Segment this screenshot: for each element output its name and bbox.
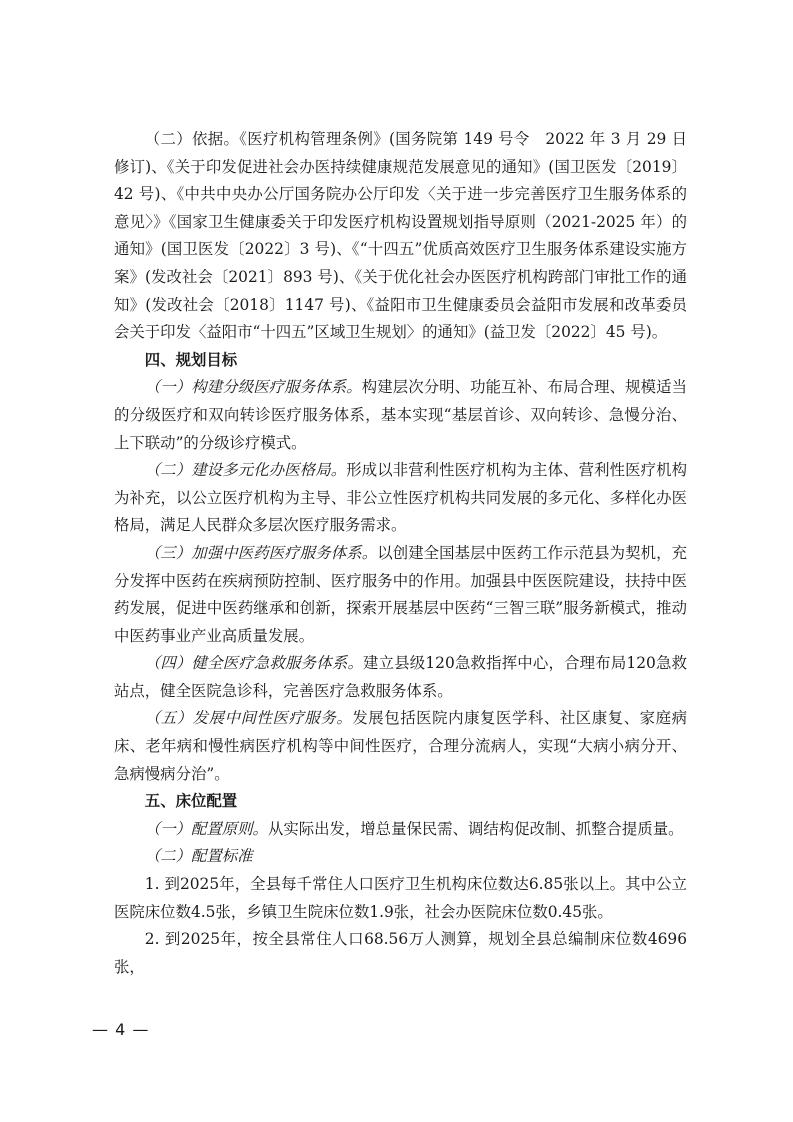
paragraph-lead: （二）配置标准 xyxy=(144,847,253,866)
paragraph-lead: （四）健全医疗急救服务体系。 xyxy=(144,654,364,673)
paragraph-basis xyxy=(114,126,687,347)
paragraph-goal-1 xyxy=(114,374,687,457)
section-heading-beds xyxy=(114,788,687,816)
paragraph-text: 发展包括医院内康复医学科、社区康复、家庭病床、老年病和慢性病医疗机构等中间性医疗，合理分流病人，实现“大病小病分开、急病慢病分治”。 xyxy=(114,709,687,783)
paragraph-standard-1 xyxy=(114,871,687,926)
paragraph-bed-standard xyxy=(114,843,687,871)
paragraph-bed-principle xyxy=(114,816,687,844)
paragraph-text: 从实际出发，增总量保民需、调结构促改制、抓整合提质量。 xyxy=(267,819,684,838)
paragraph-goal-3 xyxy=(114,540,687,650)
page-number: — 4 — xyxy=(92,1020,150,1039)
paragraph-text: 1. 到2025年，全县每千常住人口医疗卫生机构床位数达6.85张以上。其中公立医院床位数4.5张，乡镇卫生院床位数1.9张，社会办医院床位数0.45张。 xyxy=(114,875,687,921)
section-heading-goals xyxy=(114,347,687,375)
paragraph-standard-2 xyxy=(114,926,687,981)
paragraph-text: 构建层次分明、功能互补、布局合理、规模适当的分级医疗和双向转诊医疗服务体系，基本实现“基层首诊、双向转诊、急慢分治、上下联动”的分级诊疗模式。 xyxy=(114,378,687,452)
paragraph-text: 2. 到2025年，按全县常住人口68.56万人测算，规划全县总编制床位数4696张， xyxy=(114,930,687,976)
paragraph-text: 形成以非营利性医疗机构为主体、营利性医疗机构为补充，以公立医疗机构为主导、非公立性医疗机构共同发展的多元化、多样化办医格局，满足人民群众多层次医疗服务需求。 xyxy=(114,461,687,535)
heading-text: 五、床位配置 xyxy=(144,792,238,811)
heading-text: 四、规划目标 xyxy=(144,350,238,369)
paragraph-lead: （二）建设多元化办医格局。 xyxy=(144,461,347,480)
paragraph-goal-4 xyxy=(114,650,687,705)
paragraph-goal-5 xyxy=(114,705,687,788)
paragraph-text: 以创建全国基层中医药工作示范县为契机，充分发挥中医药在疾病预防控制、医疗服务中的作用。加强县中医医院建设，扶持中医药发展，促进中医药继承和创新，探索开展基层中医药“三智三联”服务新模式，推动中医药事业产业高质量发展。 xyxy=(114,543,687,645)
paragraph-goal-2 xyxy=(114,457,687,540)
document-body xyxy=(114,126,687,981)
paragraph-lead: （一）配置原则。 xyxy=(144,819,268,838)
paragraph-lead: （五）发展中间性医疗服务。 xyxy=(144,709,353,728)
paragraph-text: （二）依据。《医疗机构管理条例》(国务院第 149 号令 2022 年 3 月 29 日修订)、《关于印发促进社会办医持续健康规范发展意见的通知》(国卫医发〔2019〕42 号)、《中共中央办公厅国务院办公厅印发〈关于进一步完善医疗卫生服务体系的意见〉》《国家卫生健康委关于印发医疗机构设置规划指导原则（2021-2025 年）的通知》(国卫医发〔2022〕3 号)、《“十四五”优质高效医疗卫生服务体系建设实施方案》(发改社会〔2021〕893 号)、《关于优化社会办医医疗机构跨部门审批工作的通知》(发改社会〔2018〕1147 号)、《益阳市卫生健康委员会益阳市发展和改革委员会关于印发〈益阳市“十四五”区域卫生规划〉的通知》(益卫发〔2022〕45 号)。 xyxy=(114,130,687,342)
paragraph-text: 建立县级120急救指挥中心，合理布局120急救站点，健全医院急诊科，完善医疗急救服务体系。 xyxy=(114,654,687,700)
paragraph-lead: （一）构建分级医疗服务体系。 xyxy=(144,378,362,397)
paragraph-lead: （三）加强中医药医疗服务体系。 xyxy=(144,543,378,562)
